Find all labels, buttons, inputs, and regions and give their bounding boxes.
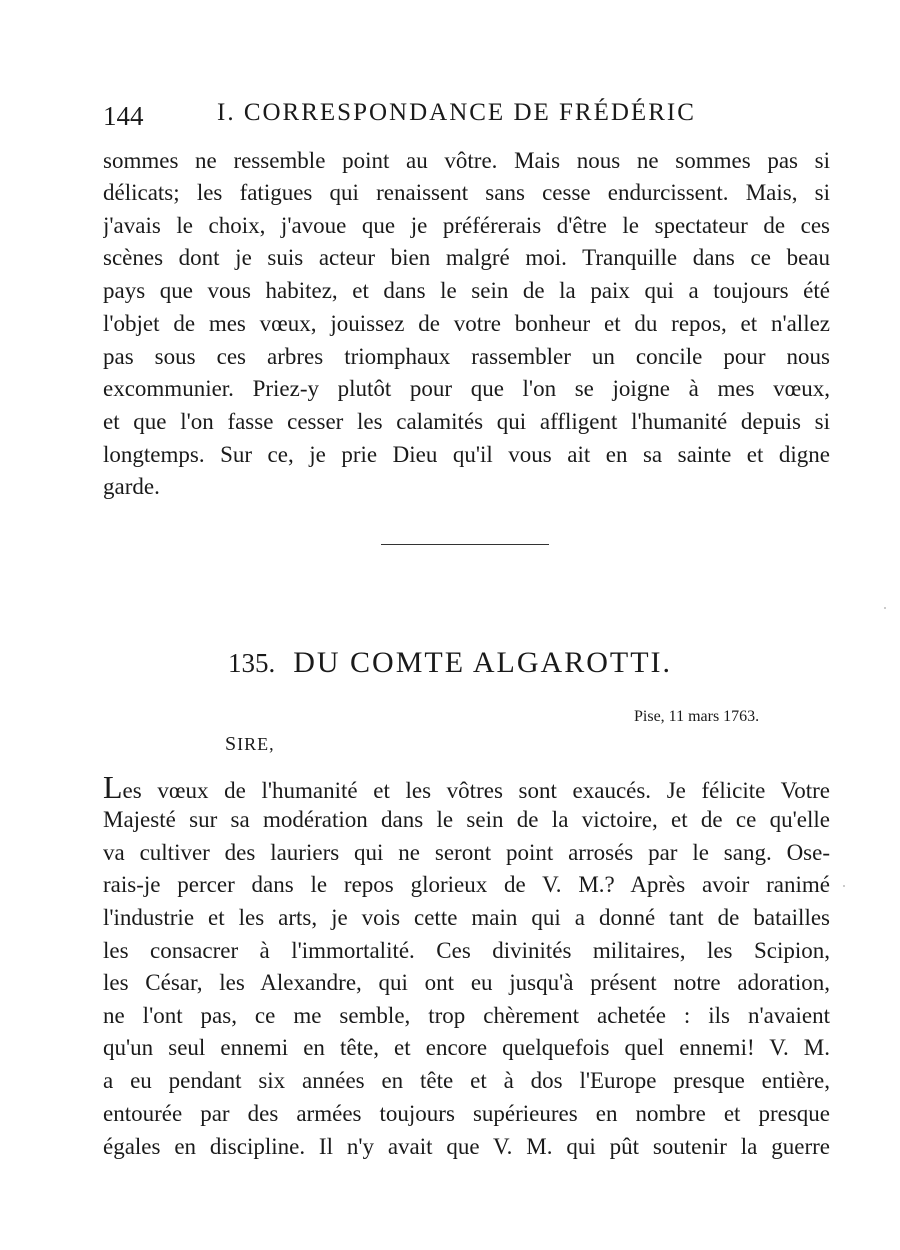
- text-line: excommunier. Priez-y plutôt pour que l'on se joigne à mes vœux,: [103, 376, 830, 401]
- text-line: Majesté sur sa modération dans le sein de la victoire, et de ce qu'elle: [103, 807, 830, 832]
- text-line: rais-je percer dans le repos glorieux de V. M.? Après avoir ranimé: [103, 872, 830, 897]
- text-line: va cultiver des lauriers qui ne seront point arrosés par le sang. Ose-: [103, 840, 830, 865]
- running-head: [103, 97, 830, 137]
- dateline: Pise, 11 mars 1763.: [634, 708, 760, 725]
- running-title: I. CORRESPONDANCE DE FRÉDÉRIC: [217, 99, 696, 126]
- salutation: SIRE,: [225, 733, 275, 755]
- text-line: pays que vous habitez, et dans le sein de la paix qui a toujours été: [103, 278, 830, 303]
- text-line: égales en discipline. Il n'y avait que V. M. qui pût soutenir la guerre: [103, 1134, 830, 1159]
- paper-speck: [843, 885, 845, 887]
- text-line: l'objet de mes vœux, jouissez de votre bonheur et du repos, et n'allez: [103, 311, 830, 336]
- text-line: Les vœux de l'humanité et les vôtres sont exaucés. Je félicite Votre: [103, 771, 830, 803]
- paper-speck: [884, 607, 886, 609]
- text-line: et que l'on fasse cesser les calamités qui affligent l'humanité depuis si: [103, 409, 830, 434]
- page-number: 144: [103, 101, 144, 131]
- text-line: ne l'ont pas, ce me semble, trop chèrement achetée : ils n'avaient: [103, 1003, 830, 1028]
- text-line: longtemps. Sur ce, je prie Dieu qu'il vous ait en sa sainte et digne: [103, 442, 830, 467]
- text-line: l'industrie et les arts, je vois cette main qui a donné tant de batailles: [103, 905, 830, 930]
- letter-number: 135.: [227, 648, 276, 678]
- text-line: pas sous ces arbres triomphaux rassembler un concile pour nous: [103, 344, 830, 369]
- text-line: délicats; les fatigues qui renaissent sans cesse endurcissent. Mais, si: [103, 180, 830, 205]
- text-line: scènes dont je suis acteur bien malgré moi. Tranquille dans ce beau: [103, 245, 830, 270]
- initial-letter: L: [103, 771, 123, 803]
- text-line: sommes ne ressemble point au vôtre. Mais nous ne sommes pas si: [103, 148, 830, 173]
- text-line: qu'un seul ennemi en tête, et encore quelquefois quel ennemi! V. M.: [103, 1035, 830, 1060]
- text-line: garde.: [103, 474, 160, 499]
- section-divider: [381, 544, 549, 545]
- text-line: les consacrer à l'immortalité. Ces divinités militaires, les Scipion,: [103, 938, 830, 963]
- text-line: j'avais le choix, j'avoue que je préférerais d'être le spectateur de ces: [103, 213, 830, 238]
- letter-heading: [0, 646, 900, 680]
- text-line: les César, les Alexandre, qui ont eu jusqu'à présent notre adoration,: [103, 970, 830, 995]
- letter-title: DU COMTE ALGAROTTI.: [293, 646, 673, 679]
- text-line: a eu pendant six années en tête et à dos l'Europe presque entière,: [103, 1068, 830, 1093]
- text-line: entourée par des armées toujours supérieures en nombre et presque: [103, 1101, 830, 1126]
